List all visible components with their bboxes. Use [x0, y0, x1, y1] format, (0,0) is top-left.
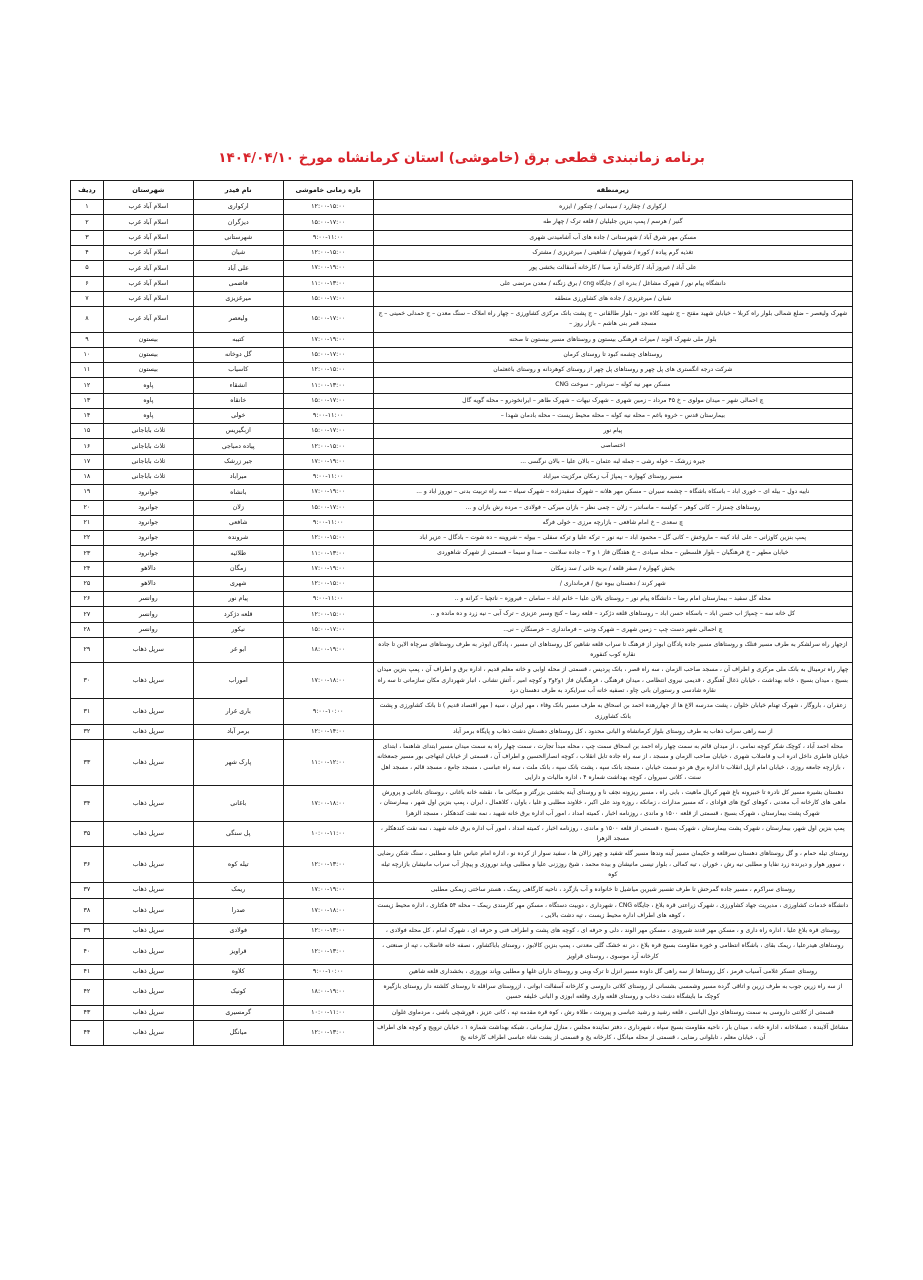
cell-row-number: ۳۸	[71, 898, 104, 924]
table-body	[71, 200, 853, 1046]
cell-city: جوانرود	[103, 485, 193, 500]
table-row	[71, 291, 853, 306]
cell-feeder: صدرا	[193, 898, 283, 924]
cell-feeder: ابو غر	[193, 637, 283, 663]
cell-area: شهر کرند / دهستان بیوه نبخ / فرمانداری /	[373, 576, 852, 591]
cell-time: ۱۲:۰۰-۱۳:۰۰	[283, 939, 373, 965]
cell-feeder: نیکور	[193, 622, 283, 637]
cell-row-number: ۳۹	[71, 924, 104, 939]
cell-city: جوانرود	[103, 515, 193, 530]
column-header-feeder: نام فیدر	[193, 181, 283, 200]
cell-row-number: ۱۷	[71, 454, 104, 469]
cell-time: ۱۲:۰۰-۱۵:۰۰	[283, 531, 373, 546]
cell-area: از سه راه زرین جوب به طرف زرین و اتاقی گرده مسیر وشمسی بشسانی از روستای کلاتی داروسی و کارخانه آسفالت ابوانی ، ازروستای سراقله تا روستای کلشته دار روستای بازگیره کوچک ما بایشگاه دشت دخاب و روستای قلعه واری وقلعه ابوزی و البانی خلیفه حسین	[373, 980, 852, 1006]
cell-city: اسلام آباد غرب	[103, 276, 193, 291]
cell-time: ۱۲:۰۰-۱۵:۰۰	[283, 576, 373, 591]
cell-area: زعفران ، باروگار ، شهرک تهنام خیابان خلوان ، پشت مدرسه الاغ ها از جهاررهده احمد بن اسحاق به طرف مسیر بانک وفاء ، مهر ایران ، سیه ( مهر اقتصاد قدیم ) تا بانک کشاورزی و پشت بانک کشاورزی	[373, 699, 852, 725]
cell-time: ۱۷:۰۰-۱۹:۰۰	[283, 332, 373, 347]
cell-row-number: ۱۵	[71, 424, 104, 439]
cell-row-number: ۳	[71, 230, 104, 245]
cell-feeder: پیاده دمباجی	[193, 439, 283, 454]
table-row	[71, 1005, 853, 1020]
table-row	[71, 515, 853, 530]
cell-time: ۱۷:۰۰-۱۹:۰۰	[283, 561, 373, 576]
cell-area: روستاهای چشمه کبود تا روستای کرمان	[373, 347, 852, 362]
cell-time: ۱۷:۰۰-۱۹:۰۰	[283, 261, 373, 276]
cell-area: ازجهار راه سرلشکر به طرف مسیر فنلک و روستاهای مسیر جاده پادگان ابوذر از فرهنگ تا سراب قلعه شاهین کل روستاهای ان مسیر ، پادگان ابوذر به طرف روستاهای سرچاه الاین تا جاده نقاره کوب کنفوره	[373, 637, 852, 663]
cell-row-number: ۲۵	[71, 576, 104, 591]
cell-city: اسلام آباد غرب	[103, 307, 193, 333]
cell-area: روستای قره بلاغ علیا ، اداره راه داری و ، مسکن مهر قدند شیرودی ، مسکن مهر الوند ، دلی و حرفه ای ، کوچه های پشت و اطراف فنی و حرفه ای ، شهرک امام ، کل محله فولادی ،	[373, 924, 852, 939]
cell-row-number: ۱۹	[71, 485, 104, 500]
cell-time: ۹:۰۰-۱۱:۰۰	[283, 470, 373, 485]
cell-row-number: ۲۰	[71, 500, 104, 515]
cell-row-number: ۴۲	[71, 980, 104, 1006]
page-title: برنامه زمانبندی قطعی برق (خاموشی) استان کرمانشاه مورخ ۱۴۰۴/۰۴/۱۰	[218, 150, 705, 166]
cell-feeder: شرونده	[193, 531, 283, 546]
cell-city: اسلام آباد غرب	[103, 215, 193, 230]
cell-feeder: جیر زرشک	[193, 454, 283, 469]
cell-time: ۱۸:۰۰-۱۹:۰۰	[283, 637, 373, 663]
cell-row-number: ۱۱	[71, 363, 104, 378]
table-row	[71, 637, 853, 663]
cell-city: اسلام آباد غرب	[103, 230, 193, 245]
cell-time: ۱۲:۰۰-۱۵:۰۰	[283, 246, 373, 261]
cell-feeder: قلعه دژکرد	[193, 607, 283, 622]
cell-area: جیره زرشک – خوله رشی – جمله لبه عثمان – بالان علیا – بالان نرگسی ...	[373, 454, 852, 469]
cell-area: مشاغل آلاینده ، عسلاخانه ، اداره خانه ، میدان بار ، ناحیه مقاومت بسیج سپاه ، شهرداری ، دفتر نماینده مجلس ، منازل سازمانی ، شبکه بهداشت شماره ۱ ، خیابان ترویج و کوچه های اطراف آن ، خیابان معلم ، تابلوانی رضایی ، قسمتی از محله میانگل ، کارخانه یخ و قسمتی از پشت شاه عباسی اطراف کارخانه یخ	[373, 1020, 852, 1046]
cell-row-number: ۴۴	[71, 1020, 104, 1046]
cell-area: شهرک ولیعصر – ضلع شمالی بلوار راه کربلا – خیابان شهید مفتح – ج شهید کلاه دوز – بلوار طالقانی – ج پشت بانک مرکزی کشاورزی – چهار راه املاک – سنگ معدن – ج حمدلی خمینی – ج مسجد قمر بنی هاشم – بازار روز –	[373, 307, 852, 333]
cell-feeder: تیله کوه	[193, 847, 283, 883]
cell-city: سرپل ذهاب	[103, 724, 193, 739]
cell-feeder: بانشاه	[193, 485, 283, 500]
cell-row-number: ۷	[71, 291, 104, 306]
cell-feeder: باری غرار	[193, 699, 283, 725]
table-row	[71, 576, 853, 591]
table-row	[71, 363, 853, 378]
table-row	[71, 847, 853, 883]
cell-area: روستاهای هیدرعلیا ، ریمک بقای ، باشگاه انتظامی و خوره مقاومت بسیج قره بلاغ ، در نه خشک گلی معدنی ، پمپ بنزین کالابوز ، روستای باباکشاور ، نصفه خانه فاضلاب ، تپه از صنعتی ، کارخانه آرد موسوی ، روستای قراویز	[373, 939, 852, 965]
cell-feeder: علی آباد	[193, 261, 283, 276]
table-row	[71, 740, 853, 786]
cell-city: بیستون	[103, 347, 193, 362]
cell-time: ۱۸:۰۰-۱۹:۰۰	[283, 980, 373, 1006]
cell-area: دانشگاه خدمات کشاورزی ، مدیریت جهاد کشاورزی ، شهرک زراعتی قره بلاغ ، جایگاه CNG ، شهرداری ، دوبیت دستگاه ، مسکن مهر کارمندی ریمک – محله ۵۴ هکتاری ، اداره محیط زیست ، کوهه های اطراف اداره محیط زیست ، تپه دشت بالایی ،	[373, 898, 852, 924]
cell-city: اسلام آباد غرب	[103, 291, 193, 306]
table-row	[71, 607, 853, 622]
cell-feeder: دیزگران	[193, 215, 283, 230]
table-row	[71, 408, 853, 423]
cell-row-number: ۲۴	[71, 561, 104, 576]
cell-city: سرپل ذهاب	[103, 1005, 193, 1020]
cell-time: ۱۲:۰۰-۱۳:۰۰	[283, 847, 373, 883]
cell-feeder: فاضمی	[193, 276, 283, 291]
cell-row-number: ۱۴	[71, 408, 104, 423]
cell-row-number: ۴۳	[71, 1005, 104, 1020]
cell-time: ۹:۰۰-۱۰:۰۰	[283, 964, 373, 979]
table-row	[71, 347, 853, 362]
cell-area: علی آباد / غیروز آباد / کارخانه آرد صبا / کارخانه آسفالت بخشی پور	[373, 261, 852, 276]
cell-row-number: ۶	[71, 276, 104, 291]
table-row	[71, 663, 853, 699]
cell-city: روانسر	[103, 622, 193, 637]
cell-time: ۱۷:۰۰-۱۹:۰۰	[283, 883, 373, 898]
table-row	[71, 393, 853, 408]
cell-area: چهار راه ترمینال به بانک ملی مرکزی و اطراف آن ، مسجد صاحب الزمان ، سه راه قصر ، بانک پردیس ، قسمتی از محله اوابی و خانه معلم قدیم ، اداره برق و اطراف آن ، پمپ بنزین میدان بسیج ، میدان بسیج ، خانه بهداشت ، خیابان ذغال آهنگری ، قدیمی نیروی انتظامی ، میدان فرهنگی ، فرهنگیان فاز ۱و۲و۳ و کوچه امیر ، آتش نشانی ، انبار شهرداری مکان سازمانی تا سه راه نقاره شادسی و رستوران بانی چاو ، تصفیه خانه آب سرایکرد به طرف دهستان درد	[373, 663, 852, 699]
cell-area: شیان / میرغزیزی / جاده های کشاورزی منطقه	[373, 291, 852, 306]
cell-area: پمپ بنزین کاوزانی – علی اباد کینه – ماروخش – کانی گل – محمود اباد – نیه نور – ترکه علیا و ترکه سفلی – بیوله – شروینه – ده شوت – بادگال – عزیر اباد	[373, 531, 852, 546]
cell-time: ۱۵:۰۰-۱۷:۰۰	[283, 500, 373, 515]
cell-feeder: فولادی	[193, 924, 283, 939]
table-row	[71, 699, 853, 725]
cell-time: ۱۵:۰۰-۱۷:۰۰	[283, 393, 373, 408]
cell-feeder: کونیک	[193, 980, 283, 1006]
cell-area: پیام نور	[373, 424, 852, 439]
cell-city: پاوه	[103, 378, 193, 393]
cell-city: پاوه	[103, 393, 193, 408]
cell-time: ۱۷:۰۰-۱۸:۰۰	[283, 786, 373, 822]
cell-time: ۱۵:۰۰-۱۷:۰۰	[283, 347, 373, 362]
cell-city: جوانرود	[103, 546, 193, 561]
cell-time: ۱۲:۰۰-۱۳:۰۰	[283, 1020, 373, 1046]
table-row	[71, 378, 853, 393]
cell-city: سرپل ذهاب	[103, 637, 193, 663]
cell-time: ۱۷:۰۰-۱۹:۰۰	[283, 454, 373, 469]
table-row	[71, 964, 853, 979]
cell-row-number: ۴۱	[71, 964, 104, 979]
cell-row-number: ۳۱	[71, 699, 104, 725]
table-row	[71, 786, 853, 822]
table-row	[71, 485, 853, 500]
cell-feeder: طلائیه	[193, 546, 283, 561]
cell-city: ثلاث باباجانی	[103, 439, 193, 454]
cell-area: چ احمالی شهر دست چپ – زمین شهری – شهرک ودنی – فرمانداری – خرصنگان – نی..	[373, 622, 852, 637]
cell-row-number: ۲	[71, 215, 104, 230]
cell-row-number: ۲۸	[71, 622, 104, 637]
cell-city: ثلاث باباجانی	[103, 470, 193, 485]
cell-area: ارکواری / چقازرد / سیمانی / چنکور / ایزره	[373, 200, 852, 215]
cell-city: جوانرود	[103, 500, 193, 515]
table-row	[71, 1020, 853, 1046]
cell-feeder: کلاوه	[193, 964, 283, 979]
table-row	[71, 561, 853, 576]
cell-city: بیستون	[103, 363, 193, 378]
cell-row-number: ۹	[71, 332, 104, 347]
cell-area: مسیر روستای کهواره – پمپاژ آب زمکان مرکزیت میراباد	[373, 470, 852, 485]
cell-city: سرپل ذهاب	[103, 924, 193, 939]
cell-city: بیستون	[103, 332, 193, 347]
cell-feeder: خانقاه	[193, 393, 283, 408]
cell-city: سرپل ذهاب	[103, 663, 193, 699]
table-row	[71, 898, 853, 924]
cell-feeder: میانگل	[193, 1020, 283, 1046]
cell-city: جوانرود	[103, 531, 193, 546]
column-header-city: شهرستان	[103, 181, 193, 200]
cell-row-number: ۳۲	[71, 724, 104, 739]
cell-feeder: شیان	[193, 246, 283, 261]
cell-row-number: ۲۳	[71, 546, 104, 561]
table-row	[71, 332, 853, 347]
cell-feeder: خولی	[193, 408, 283, 423]
cell-row-number: ۳۰	[71, 663, 104, 699]
cell-row-number: ۸	[71, 307, 104, 333]
cell-time: ۹:۰۰-۱۱:۰۰	[283, 230, 373, 245]
cell-feeder: پیام نور	[193, 592, 283, 607]
table-row	[71, 276, 853, 291]
cell-area: پمپ بنزین اول شهر، بیمارستان ، شهرک پشت بیمارستان ، شهرک بسیج ، قسمتی از قلعه ۱۵۰۰ و ماندی ، روزنامه اخبار ، کمیته امداد ، امور آب اداره برق خانه شهید ، نمه نفت کندهکلر ، مسجد الزهرا	[373, 821, 852, 847]
cell-area: دانشگاه پیام نور / شهرک مشاغل / بدره ای / جایگاه cng / برق زنگنه / معدن مرتضی علی	[373, 276, 852, 291]
cell-area: ناییه دول – بیله ای – خوری اباد – باسکاه باشگاه – چشمه سیران – مسکن مهر هلانه – شهرک سفیدزاده – شهرک سیاه – سه راه تربیت بدنی – نوروز اباد و ...	[373, 485, 852, 500]
cell-feeder: میرغزیزی	[193, 291, 283, 306]
cell-city: سرپل ذهاب	[103, 740, 193, 786]
cell-feeder: شهری	[193, 576, 283, 591]
cell-feeder: ریمک	[193, 883, 283, 898]
cell-row-number: ۱۰	[71, 347, 104, 362]
cell-city: سرپل ذهاب	[103, 821, 193, 847]
cell-time: ۱۱:۰۰-۱۳:۰۰	[283, 378, 373, 393]
cell-row-number: ۵	[71, 261, 104, 276]
cell-feeder: کاسیاب	[193, 363, 283, 378]
table-row	[71, 939, 853, 965]
cell-feeder: زمگان	[193, 561, 283, 576]
cell-row-number: ۳۶	[71, 847, 104, 883]
cell-area: روستای سراکرم ، مسیر جاده گمرحش تا طرف تفسیر شیرین میاشیل تا خانواده و آب بازگرد ، ناحیه کارگاهی ریمک ، هستر ساختی زیمکی مطلبی	[373, 883, 852, 898]
cell-feeder: اموراب	[193, 663, 283, 699]
cell-city: سرپل ذهاب	[103, 786, 193, 822]
cell-area: روستاهای چمنزار – کانی کوهر – کولسه – ماساندر – زلان – چمی نظر – بازان میرکی – فولادی – مرده رش بازان و ...	[373, 500, 852, 515]
cell-area: خیابان مطهر – خ فرهنگیان – بلوار فلسطین – محله صیادی – خ هفتگان فاز ۱ و ۳ – جاده سلامت – صدا و سیما – قسمتی از شهرک شاهوردی	[373, 546, 852, 561]
cell-row-number: ۲۷	[71, 607, 104, 622]
table-row	[71, 246, 853, 261]
cell-time: ۱۲:۰۰-۱۴:۰۰	[283, 724, 373, 739]
cell-city: سرپل ذهاب	[103, 939, 193, 965]
cell-feeder: پل سنگی	[193, 821, 283, 847]
table-header-row	[71, 181, 853, 200]
cell-time: ۱۵:۰۰-۱۷:۰۰	[283, 307, 373, 333]
cell-feeder: برمر آباد	[193, 724, 283, 739]
cell-feeder: انشقاء	[193, 378, 283, 393]
cell-city: سرپل ذهاب	[103, 898, 193, 924]
table-row	[71, 454, 853, 469]
table-row	[71, 724, 853, 739]
cell-feeder: کتیبه	[193, 332, 283, 347]
cell-area: محله احمد آباد ، کوچک شکر کوچه نمامی ، از میدان قائم به سمت چهار راه احمد بن اسحاق سمت چپ ، محله مبدأ تجارت ، سمت چهار راه به سمت میدان مسیر ابتدای شاهنما ، ابتدای خیابان فاطری داخل ادره اب و فاضلاب شهری ، خیابان صاحب الزمان و مسجد ، از سه راه جاده تابل انقلاب ، کوچه انصارالحسین و اطراف آن ، قسمتی از خیابان ابتهاجی بور مسیر جمعخانه ، بازارچه جامعه روزی ، خیابان امام ازپل انقلاب تا اداره برق هر دو سمت خیابان ، مسجد بانک سپه ، پشت بانک سپه ، بانک ملت ، سه راه عباسی ، مسجد جامع ، مسجد قائم ، مسجد اهل سنت ، کلانی سیروان ، کوچه بهداشت شماره ۴ ، اداره مالیات و دارایی	[373, 740, 852, 786]
cell-row-number: ۱	[71, 200, 104, 215]
cell-city: پاوه	[103, 408, 193, 423]
column-header-row: ردیف	[71, 181, 104, 200]
cell-feeder: شهرستانی	[193, 230, 283, 245]
table-row	[71, 230, 853, 245]
cell-city: سرپل ذهاب	[103, 883, 193, 898]
cell-time: ۱۲:۰۰-۱۵:۰۰	[283, 200, 373, 215]
cell-area: اختصاصی	[373, 439, 852, 454]
cell-time: ۱۲:۰۰-۱۵:۰۰	[283, 439, 373, 454]
cell-time: ۱۵:۰۰-۱۷:۰۰	[283, 622, 373, 637]
cell-city: سرپل ذهاب	[103, 699, 193, 725]
table-row	[71, 821, 853, 847]
cell-area: روستای تیله حمام ، و گل روستاهای دهستان سرقلعه و حکیمان مسیر آینه وندها مسیر گله شفید و چهر زالان ها ، سفید سوار از کرده نو ، اداره امام عباس علیا و مطلبی ، سنگ شکن رضایی ، سوور هوار و دیرنده زرد نفایا و مطلبی نیه رش ، خوران ، تیه کمالی ، بلوار نیسی مانیشان و بیده محمد ، شیخ روززنی علیا و مطلبی وپاند نوروزی و پیچاز آب سراب مانیشان بازارچه تیله کوه	[373, 847, 852, 883]
cell-row-number: ۳۷	[71, 883, 104, 898]
table-row	[71, 261, 853, 276]
cell-area: قسمتی از کلانتی داروسی به سمت روستاهای دول الیاسی ، قلعه رشید و رشید عباسی و پیرونت ، طلاه رش ، کوه قره مقدمه تپه ، کانی عزیز ، قورشچی باشی ، مردماوی غلوان	[373, 1005, 852, 1020]
cell-feeder: قراویز	[193, 939, 283, 965]
cell-area: بیمارستان قدس – خروه باغم – محله نیه کوله – محله محیط زیست – محله بادمان شهدا –	[373, 408, 852, 423]
cell-time: ۱۱:۰۰-۱۳:۰۰	[283, 276, 373, 291]
cell-feeder: باغانی	[193, 786, 283, 822]
cell-area: دهستان بشیره مسیر کل نادره تا خبیرونه باغ شهر کربال ماهیت ، بابی راه ، مسیر ریزونه نجف نا و روستای آینه بخشتی بزرگتر و میکانی ما ، نقشه خانه باغانی ، روستای باغانی و پرورش ماهی های کارخانه آب معدنی ، کوهای کوخ های قوادای ، که مسیر مدارات ، زمانکه ، روزه وند علی اکبر ، خلاوند مطلبی و غلیا ، باوان ، کلاهمال ، ایران ، پمپ بنزین اول شهر ، بیمارستان ، شهرک پشت بیمارستان ، شهرک بسیج ، قسمتی از قلعه ۱۵۰۰ و ماندی ، روزنامه اخبار ، کمیته امداد ، امور آب اداره برق خانه شهید ، نمه نفت کندهکلر ، مسجد الزهرا	[373, 786, 852, 822]
table-row	[71, 622, 853, 637]
cell-area: کل خانه سه – چمپاژ اب حسن اباد – باسکاه حسن اباد – روستاهای قلعه دژکرد – قلعه رضا – کنج وسبر عزیزی – ترک آبی – نیه زرد و ده مانده و ..	[373, 607, 852, 622]
cell-city: ثلاث باباجانی	[103, 454, 193, 469]
cell-area: بخش کهواره / صفر قلعه / بریه خانی / سد زمکان	[373, 561, 852, 576]
table-row	[71, 307, 853, 333]
column-header-time: بازه زمانی خاموشی	[283, 181, 373, 200]
cell-area: روستای عسکر غلامی آسیاب فرمز ، کل روستاها از سه راهی گل داوده مسیر انزل تا ترک وبنی و روستای داران غلها و مطلبی وپاند نوروزی ، بخشداری قلعه شاهین	[373, 964, 852, 979]
cell-city: اسلام آباد غرب	[103, 261, 193, 276]
cell-city: ثلاث باباجانی	[103, 424, 193, 439]
table-row	[71, 439, 853, 454]
cell-row-number: ۱۸	[71, 470, 104, 485]
cell-time: ۱۱:۰۰-۱۳:۰۰	[283, 546, 373, 561]
cell-area: چ سعدی – خ امام شافعی – بازارچه مرزی – خولی فرگه	[373, 515, 852, 530]
table-row	[71, 424, 853, 439]
cell-city: سرپل ذهاب	[103, 980, 193, 1006]
cell-row-number: ۳۵	[71, 821, 104, 847]
cell-area: تغذیه گرم پیاده / کوره / شونهان / شاهینی / میرغزیزی / مشترک	[373, 246, 852, 261]
cell-time: ۹:۰۰-۱۱:۰۰	[283, 515, 373, 530]
cell-area: بلوار ملی شهرک الوند / میراث فرهنگی بیستون و روستاهای مسیر بیستون تا صحنه	[373, 332, 852, 347]
cell-row-number: ۲۶	[71, 592, 104, 607]
cell-time: ۱۷:۰۰-۱۸:۰۰	[283, 663, 373, 699]
cell-time: ۱۷:۰۰-۱۹:۰۰	[283, 485, 373, 500]
cell-time: ۱۵:۰۰-۱۷:۰۰	[283, 291, 373, 306]
cell-city: دالاهو	[103, 561, 193, 576]
cell-time: ۹:۰۰-۱۰:۰۰	[283, 699, 373, 725]
cell-city: روانسر	[103, 592, 193, 607]
cell-area: چ احمالی شهر – میدان مولوی – خ ۴۵ مرداد – زمین شهری – شهرک نیهات – شهرک طاهر – ایرانخودرو – محله گویه گال	[373, 393, 852, 408]
cell-time: ۱۵:۰۰-۱۷:۰۰	[283, 424, 373, 439]
table-row	[71, 883, 853, 898]
table-row	[71, 200, 853, 215]
table-row	[71, 924, 853, 939]
cell-row-number: ۲۹	[71, 637, 104, 663]
cell-city: اسلام آباد غرب	[103, 246, 193, 261]
cell-time: ۱۲:۰۰-۱۵:۰۰	[283, 607, 373, 622]
table-row	[71, 592, 853, 607]
cell-area: گنیر / هرسم / پمپ بنزین جلیلیان / قلعه ترک / چهار طه	[373, 215, 852, 230]
cell-area: شرکت درجه انگستری های پل چهر و روستاهای پل چهر از روستای کوهردانه و روستای باغعثمان	[373, 363, 852, 378]
cell-city: اسلام آباد غرب	[103, 200, 193, 215]
table-row	[71, 980, 853, 1006]
cell-time: ۱۲:۰۰-۱۵:۰۰	[283, 363, 373, 378]
cell-area: محله گل سفید – بیمارستان امام رضا – دانشگاه پیام نور – روستای بالان علیا – خانم اباد – سامان – فیروزه – ناتچیا – کرانه و ..	[373, 592, 852, 607]
cell-city: سرپل ذهاب	[103, 1020, 193, 1046]
cell-feeder: شافعی	[193, 515, 283, 530]
cell-feeder: پارک شهر	[193, 740, 283, 786]
cell-feeder: گرمسیری	[193, 1005, 283, 1020]
table-row	[71, 470, 853, 485]
outage-schedule-table	[70, 180, 853, 1046]
cell-feeder: زلان	[193, 500, 283, 515]
cell-city: سرپل ذهاب	[103, 847, 193, 883]
cell-feeder: ولیعصر	[193, 307, 283, 333]
cell-feeder: ارکواری	[193, 200, 283, 215]
table-row	[71, 546, 853, 561]
cell-feeder: ازبگیریس	[193, 424, 283, 439]
cell-row-number: ۱۲	[71, 378, 104, 393]
cell-row-number: ۲۱	[71, 515, 104, 530]
cell-area: مسکن مهر شرق آباد / شهرستانی / جاده های آب آشامیدنی شهری	[373, 230, 852, 245]
cell-time: ۱۱:۰۰-۱۲:۰۰	[283, 740, 373, 786]
table-row	[71, 531, 853, 546]
cell-row-number: ۱۳	[71, 393, 104, 408]
cell-feeder: گل دوخانه	[193, 347, 283, 362]
cell-time: ۱۲:۰۰-۱۳:۰۰	[283, 924, 373, 939]
cell-row-number: ۳۴	[71, 786, 104, 822]
cell-area: مسکن مهر نیه کوله – سرداور – سوخت CNG	[373, 378, 852, 393]
table-row	[71, 215, 853, 230]
cell-time: ۱۵:۰۰-۱۷:۰۰	[283, 215, 373, 230]
cell-time: ۱۰:۰۰-۱۱:۰۰	[283, 1005, 373, 1020]
cell-city: دالاهو	[103, 576, 193, 591]
cell-time: ۹:۰۰-۱۱:۰۰	[283, 592, 373, 607]
cell-area: از سه راهی سراب ذهاب به طرف روستای بلوار کرمانشاه و البانی محدود ، کل روستاهای دهستان دشت ذهاب و پایگاه برمر آباد	[373, 724, 852, 739]
cell-row-number: ۱۶	[71, 439, 104, 454]
cell-city: روانسر	[103, 607, 193, 622]
cell-time: ۱۰:۰۰-۱۱:۰۰	[283, 821, 373, 847]
cell-row-number: ۳۳	[71, 740, 104, 786]
cell-row-number: ۴	[71, 246, 104, 261]
cell-time: ۹:۰۰-۱۱:۰۰	[283, 408, 373, 423]
table-header	[71, 181, 853, 200]
cell-city: سرپل ذهاب	[103, 964, 193, 979]
cell-row-number: ۲۲	[71, 531, 104, 546]
column-header-area: زیرمنطقه	[373, 181, 852, 200]
cell-time: ۱۷:۰۰-۱۸:۰۰	[283, 898, 373, 924]
table-row	[71, 500, 853, 515]
cell-row-number: ۴۰	[71, 939, 104, 965]
cell-feeder: میراباد	[193, 470, 283, 485]
